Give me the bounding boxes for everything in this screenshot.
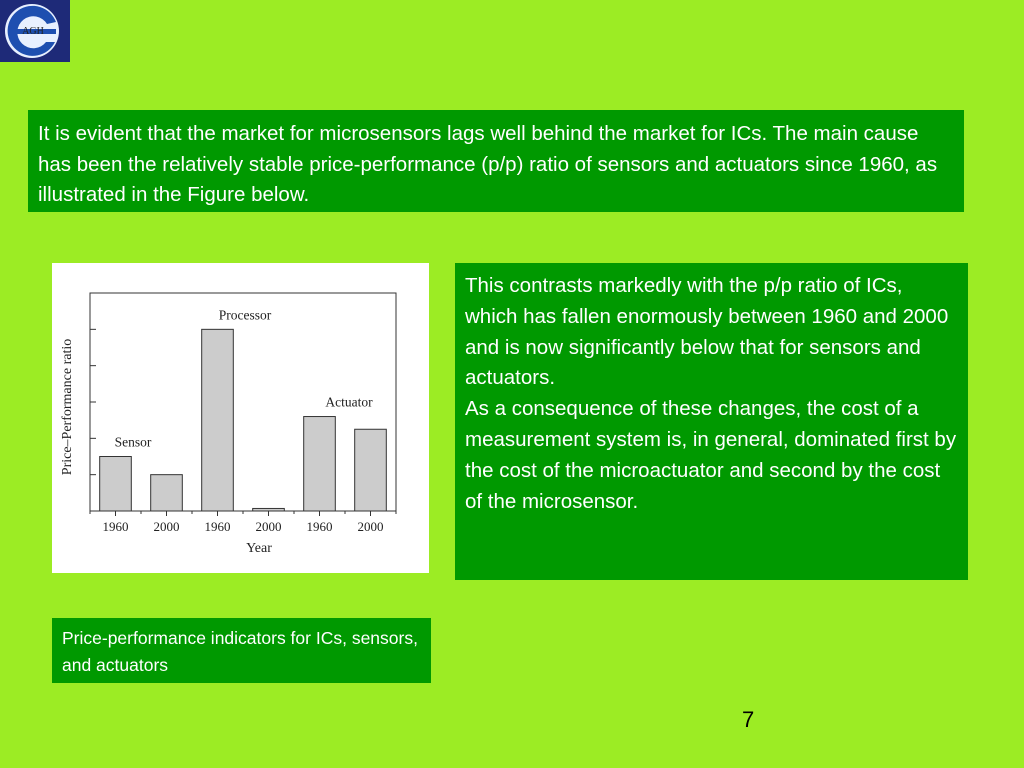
intro-text-box xyxy=(28,110,964,212)
group-label: Processor xyxy=(218,307,272,323)
group-label: Sensor xyxy=(114,434,152,450)
page-number: 7 xyxy=(742,707,755,732)
group-label: Actuator xyxy=(325,394,373,410)
figure-caption: Price-performance indicators for ICs, sensors, and actuators xyxy=(62,628,418,675)
chart-bar xyxy=(253,508,285,511)
intro-text: It is evident that the market for microsensors lags well behind the market for ICs. The main cause has been the relatively stable price-performance (p/p) ratio of sensors and actuators since 1960, as illustrated in the Figure below. xyxy=(38,122,938,206)
explanation-paragraph-2: As a consequence of these changes, the cost of a measurement system is, in general, dominated first by the cost of the microactuator and second by the cost of the microsensor. xyxy=(465,397,957,513)
x-tick-label: 2000 xyxy=(153,519,180,534)
x-tick-label: 1960 xyxy=(306,519,333,534)
agh-logo xyxy=(0,0,70,62)
figure-caption-box xyxy=(52,618,431,683)
explanation-paragraph-1: This contrasts markedly with the p/p ratio of ICs, which has fallen enormously between 1960 and 2000 and is now significantly below that for sensors and actuators. xyxy=(465,274,949,390)
chart-bar xyxy=(100,457,132,512)
x-tick-label: 1960 xyxy=(204,519,231,534)
x-tick-label: 1960 xyxy=(102,519,129,534)
chart-bar xyxy=(304,417,336,511)
x-tick-label: 2000 xyxy=(357,519,384,534)
bar-chart xyxy=(52,263,429,573)
price-performance-figure xyxy=(52,263,429,573)
logo-text: AGH xyxy=(22,26,44,37)
chart-bar xyxy=(202,329,234,511)
x-tick-label: 2000 xyxy=(255,519,282,534)
explanation-text-box xyxy=(455,263,968,580)
chart-bar xyxy=(355,429,387,511)
y-axis-label: Price–Performance ratio xyxy=(60,338,75,476)
x-axis-label: Year xyxy=(246,541,272,556)
chart-bar xyxy=(151,475,183,511)
